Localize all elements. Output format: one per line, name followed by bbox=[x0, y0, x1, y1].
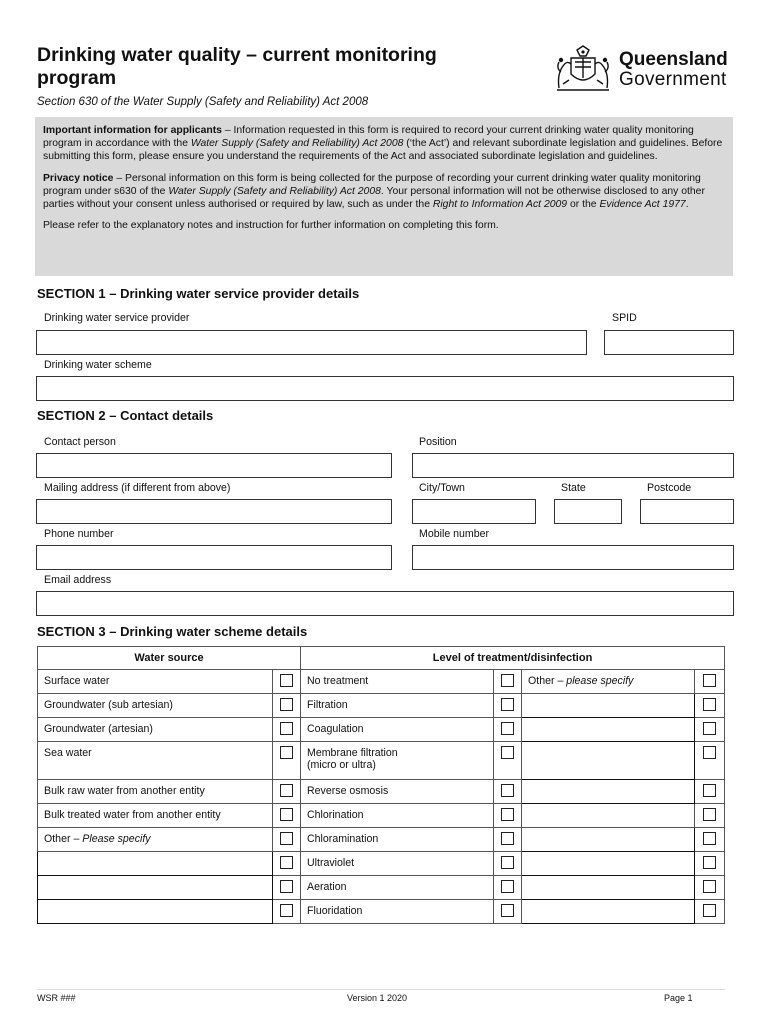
privacy-act-name: Evidence Act 1977 bbox=[599, 199, 686, 211]
checkbox-cell bbox=[273, 828, 301, 852]
membrane-filtration-checkbox[interactable] bbox=[501, 746, 514, 759]
checkbox-cell bbox=[273, 804, 301, 828]
page-subtitle: Section 630 of the Water Supply (Safety and Reliability) Act 2008 bbox=[37, 96, 369, 108]
source-row bbox=[38, 670, 273, 694]
source-other-specify-checkbox[interactable] bbox=[280, 904, 293, 917]
info-act-name: Water Supply (Safety and Reliability) Act 2008 bbox=[190, 138, 404, 150]
treatment-other-specify-field[interactable] bbox=[522, 718, 695, 742]
source-other-specify-checkbox[interactable] bbox=[280, 856, 293, 869]
scheme-details-table bbox=[37, 646, 725, 924]
checkbox-cell bbox=[494, 852, 522, 876]
checkbox-cell bbox=[494, 718, 522, 742]
checkbox-cell bbox=[273, 694, 301, 718]
checkbox-cell bbox=[273, 670, 301, 694]
treatment-row bbox=[301, 900, 494, 924]
phone-label: Phone number bbox=[44, 528, 114, 540]
logo-line-government: Government bbox=[619, 69, 727, 90]
treatment-row bbox=[301, 876, 494, 900]
checkbox-cell bbox=[494, 900, 522, 924]
treatment-other-specify-checkbox[interactable] bbox=[703, 698, 716, 711]
checkbox-cell bbox=[494, 828, 522, 852]
treatment-other-specify-checkbox[interactable] bbox=[703, 904, 716, 917]
contact-person-field[interactable] bbox=[36, 453, 392, 478]
privacy-text: . Your personal information will not be otherwise disclosed to any other parties without your consent unless authorised or required by law, such as under the bbox=[43, 185, 705, 211]
chlorination-checkbox[interactable] bbox=[501, 808, 514, 821]
checkbox-cell bbox=[273, 780, 301, 804]
postcode-label: Postcode bbox=[647, 482, 692, 494]
treatment-row bbox=[301, 718, 494, 742]
treatment-label: Ultraviolet bbox=[307, 857, 355, 869]
checkbox-cell bbox=[273, 900, 301, 924]
treatment-label: Chlorination bbox=[307, 809, 364, 821]
footer-version: Version 1 2020 bbox=[347, 993, 408, 1003]
source-label: Sea water bbox=[44, 747, 92, 759]
treatment-other-specify-field[interactable] bbox=[522, 900, 695, 924]
treatment-other-specify-checkbox[interactable] bbox=[703, 856, 716, 869]
info-text: (‘the Act’) and relevant subordinate legislation and guidelines. Before submitting this form, please ensure you understand the requirements of the Act and associated subordinate legislation and guidelines. bbox=[43, 138, 723, 163]
reverse-osmosis-checkbox[interactable] bbox=[501, 784, 514, 797]
no-treatment-checkbox[interactable] bbox=[501, 674, 514, 687]
checkbox-cell bbox=[695, 670, 725, 694]
treatment-row bbox=[301, 670, 494, 694]
source-other-label-cell bbox=[38, 828, 273, 852]
treatment-other-specify-field[interactable] bbox=[522, 876, 695, 900]
other-prefix: Other – bbox=[44, 833, 83, 845]
treatment-row bbox=[301, 828, 494, 852]
surface-water-checkbox[interactable] bbox=[280, 674, 293, 687]
section1-heading: SECTION 1 – Drinking water service provider details bbox=[37, 286, 360, 301]
footer-form-code: WSR ### bbox=[37, 993, 76, 1003]
position-label: Position bbox=[419, 436, 457, 448]
other-please-specify: Please specify bbox=[82, 833, 151, 845]
checkbox-cell bbox=[695, 876, 725, 900]
scheme-field[interactable] bbox=[36, 376, 734, 401]
source-label: Bulk raw water from another entity bbox=[44, 785, 205, 797]
checkbox-cell bbox=[695, 718, 725, 742]
source-other-specify-field[interactable] bbox=[38, 852, 273, 876]
city-label: City/Town bbox=[419, 482, 465, 494]
state-label: State bbox=[561, 482, 586, 494]
postcode-field[interactable] bbox=[640, 499, 734, 524]
source-other-specify-field[interactable] bbox=[38, 876, 273, 900]
ultraviolet-checkbox[interactable] bbox=[501, 856, 514, 869]
source-row bbox=[38, 718, 273, 742]
page-title: Drinking water quality – current monitoring program bbox=[37, 44, 437, 89]
privacy-text: or the bbox=[567, 199, 600, 211]
checkbox-cell bbox=[273, 876, 301, 900]
treatment-label: Chloramination bbox=[307, 833, 379, 845]
source-other-checkbox[interactable] bbox=[280, 832, 293, 845]
spid-label: SPID bbox=[612, 312, 637, 324]
source-row bbox=[38, 694, 273, 718]
treatment-label: Membrane filtration (micro or ultra) bbox=[307, 747, 398, 771]
treatment-row bbox=[301, 780, 494, 804]
treatment-row bbox=[301, 852, 494, 876]
email-field[interactable] bbox=[36, 591, 734, 616]
treatment-other-specify-checkbox[interactable] bbox=[703, 880, 716, 893]
source-label: Bulk treated water from another entity bbox=[44, 809, 221, 821]
treatment-other-specify-field[interactable] bbox=[522, 852, 695, 876]
source-other-specify-checkbox[interactable] bbox=[280, 880, 293, 893]
treatment-other-specify-checkbox[interactable] bbox=[703, 746, 716, 759]
source-other-specify-field[interactable] bbox=[38, 900, 273, 924]
chloramination-checkbox[interactable] bbox=[501, 832, 514, 845]
aeration-checkbox[interactable] bbox=[501, 880, 514, 893]
sea-water-checkbox[interactable] bbox=[280, 746, 293, 759]
privacy-text: – Personal information on this form is being collected for the purpose of recording your current drinking water quality monitoring program under s630 of the bbox=[43, 172, 701, 197]
source-row bbox=[38, 742, 273, 780]
footer-page-number: Page 1 bbox=[664, 993, 693, 1003]
treatment-label: Fluoridation bbox=[307, 905, 363, 917]
source-row bbox=[38, 780, 273, 804]
city-field[interactable] bbox=[412, 499, 536, 524]
checkbox-cell bbox=[494, 742, 522, 780]
treatment-other-label-cell bbox=[522, 670, 695, 694]
checkbox-cell bbox=[273, 852, 301, 876]
explanatory-notes-paragraph: Please refer to the explanatory notes and instruction for further information on completing this form. bbox=[43, 220, 499, 232]
checkbox-cell bbox=[695, 828, 725, 852]
checkbox-cell bbox=[494, 804, 522, 828]
groundwater-artesian-checkbox[interactable] bbox=[280, 722, 293, 735]
provider-field[interactable] bbox=[36, 330, 587, 355]
treatment-row bbox=[301, 804, 494, 828]
filtration-checkbox[interactable] bbox=[501, 698, 514, 711]
mailing-address-label: Mailing address (if different from above) bbox=[44, 482, 231, 494]
treatment-row bbox=[301, 742, 494, 780]
scheme-label: Drinking water scheme bbox=[44, 359, 152, 371]
bulk-treated-water-checkbox[interactable] bbox=[280, 808, 293, 821]
mobile-label: Mobile number bbox=[419, 528, 490, 540]
treatment-other-specify-checkbox[interactable] bbox=[703, 832, 716, 845]
section3-heading: SECTION 3 – Drinking water scheme details bbox=[37, 624, 308, 639]
important-info-paragraph bbox=[43, 124, 725, 164]
treatment-other-empty-cell bbox=[522, 804, 695, 828]
state-field[interactable] bbox=[554, 499, 622, 524]
privacy-act-name: Water Supply (Safety and Reliability) Act 2008 bbox=[168, 185, 381, 197]
other-please-specify: please specify bbox=[566, 675, 634, 687]
checkbox-cell bbox=[494, 670, 522, 694]
checkbox-cell bbox=[695, 900, 725, 924]
important-info-heading: Important information for applicants bbox=[43, 125, 222, 136]
treatment-other-specify-checkbox[interactable] bbox=[703, 784, 716, 797]
other-prefix: Other – bbox=[528, 675, 567, 687]
important-information-box bbox=[35, 117, 733, 276]
treatment-other-specify-field[interactable] bbox=[522, 694, 695, 718]
treatment-other-label bbox=[522, 670, 694, 692]
treatment-label: Aeration bbox=[307, 881, 347, 893]
checkbox-cell bbox=[273, 718, 301, 742]
treatment-other-specify-field[interactable] bbox=[522, 780, 695, 804]
queensland-government-logo bbox=[553, 44, 733, 96]
treatment-other-specify-field[interactable] bbox=[522, 742, 695, 780]
source-row bbox=[38, 804, 273, 828]
privacy-act-name: Right to Information Act 2009 bbox=[432, 199, 568, 211]
privacy-notice-heading: Privacy notice bbox=[43, 172, 114, 184]
info-text: – Information requested in this form is required to record your current drinking water quality monitoring program in accordance with the bbox=[43, 125, 694, 150]
treatment-other-specify-field[interactable] bbox=[522, 828, 695, 852]
source-label: Surface water bbox=[44, 675, 110, 687]
treatment-other-checkbox[interactable] bbox=[703, 674, 716, 687]
water-source-header: Water source bbox=[38, 647, 301, 670]
checkbox-cell bbox=[695, 780, 725, 804]
checkbox-cell bbox=[494, 780, 522, 804]
section2-heading: SECTION 2 – Contact details bbox=[37, 408, 214, 423]
provider-label: Drinking water service provider bbox=[44, 312, 190, 324]
bulk-raw-water-checkbox[interactable] bbox=[280, 784, 293, 797]
treatment-label: Filtration bbox=[307, 699, 348, 711]
treatment-other-specify-checkbox[interactable] bbox=[703, 722, 716, 735]
position-field[interactable] bbox=[412, 453, 734, 478]
checkbox-cell bbox=[494, 694, 522, 718]
source-other-label bbox=[38, 828, 272, 850]
treatment-other-specify-checkbox[interactable] bbox=[703, 808, 716, 821]
source-label: Groundwater (sub artesian) bbox=[44, 699, 173, 711]
spid-field[interactable] bbox=[604, 330, 734, 355]
treatment-label: No treatment bbox=[307, 675, 369, 687]
privacy-text: . bbox=[685, 199, 689, 211]
checkbox-cell bbox=[494, 876, 522, 900]
source-label: Groundwater (artesian) bbox=[44, 723, 153, 735]
treatment-header: Level of treatment/disinfection bbox=[301, 647, 725, 670]
checkbox-cell bbox=[695, 852, 725, 876]
treatment-row bbox=[301, 694, 494, 718]
groundwater-sub-artesian-checkbox[interactable] bbox=[280, 698, 293, 711]
treatment-label: Reverse osmosis bbox=[307, 785, 389, 797]
checkbox-cell bbox=[273, 742, 301, 780]
email-label: Email address bbox=[44, 574, 112, 586]
logo-text bbox=[619, 50, 728, 90]
logo-line-queensland: Queensland bbox=[619, 49, 728, 70]
contact-person-label: Contact person bbox=[44, 436, 116, 448]
checkbox-cell bbox=[695, 804, 725, 828]
treatment-label: Coagulation bbox=[307, 723, 364, 735]
checkbox-cell bbox=[695, 694, 725, 718]
privacy-notice-paragraph bbox=[43, 172, 725, 212]
mobile-field[interactable] bbox=[412, 545, 734, 570]
fluoridation-checkbox[interactable] bbox=[501, 904, 514, 917]
mailing-address-field[interactable] bbox=[36, 499, 392, 524]
footer-divider bbox=[37, 989, 725, 990]
phone-field[interactable] bbox=[36, 545, 392, 570]
coagulation-checkbox[interactable] bbox=[501, 722, 514, 735]
coat-of-arms-icon bbox=[553, 44, 613, 94]
checkbox-cell bbox=[695, 742, 725, 780]
